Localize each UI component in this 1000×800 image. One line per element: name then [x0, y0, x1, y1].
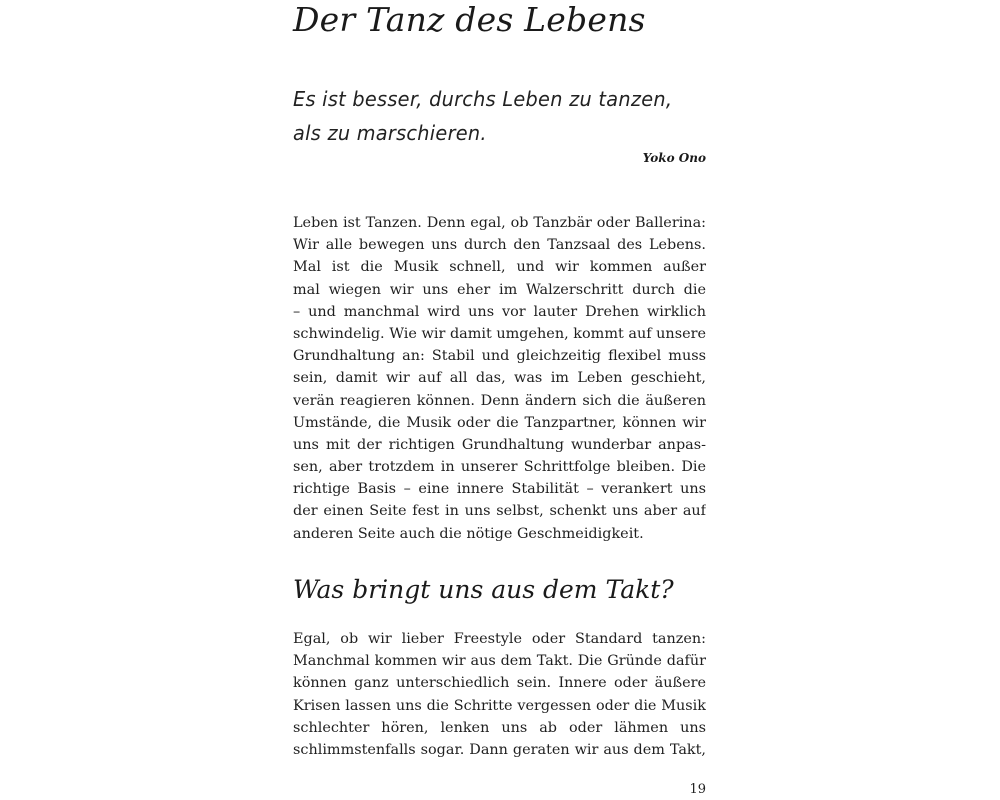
text-line: können ganz unterschiedlich sein. Innere oder äußere	[293, 675, 706, 692]
epigraph-author: Yoko Ono	[642, 151, 706, 165]
text-line: Umstände, die Musik oder die Tanzpartner, können wir	[293, 414, 706, 431]
book-page	[293, 0, 706, 800]
text-line: verän reagieren können. Denn ändern sich die äußeren	[293, 392, 706, 409]
text-line: uns mit der richtigen Grundhaltung wunderbar anpas-	[293, 436, 706, 453]
text-line: Grundhaltung an: Stabil und gleichzeitig flexibel muss	[293, 348, 706, 365]
body-paragraph	[293, 212, 706, 545]
text-line: Egal, ob wir lieber Freestyle oder Standard tanzen:	[293, 631, 706, 647]
text-line: richtige Basis – eine innere Stabilität – verankert uns	[293, 481, 706, 498]
chapter-title: Der Tanz des Lebens	[293, 0, 646, 39]
section-heading: Was bringt uns aus dem Takt?	[293, 575, 674, 604]
text-line: Krisen lassen uns die Schritte vergessen oder die Musik	[293, 697, 706, 714]
text-line: schwindelig. Wie wir damit umgehen, kommt auf unsere	[293, 325, 706, 342]
text-line: Wir alle bewegen uns durch den Tanzsaal des Lebens.	[293, 237, 706, 254]
text-line: Manchmal kommen wir aus dem Takt. Die Gründe dafür	[293, 653, 706, 670]
epigraph-quote	[293, 82, 707, 150]
text-line: schlechter hören, lenken uns ab oder lähmen uns	[293, 719, 706, 736]
text-line: anderen Seite auch die nötige Geschmeidigkeit.	[293, 525, 644, 542]
text-line: sein, damit wir auf all das, was im Leben geschieht,	[293, 370, 706, 387]
text-line: sen, aber trotzdem in unserer Schrittfolge bleiben. Die	[293, 459, 706, 476]
page-number: 19	[689, 782, 706, 797]
text-line: mal wiegen wir uns eher im Walzerschritt durch die	[293, 281, 706, 298]
epigraph-line: als zu marschieren.	[293, 121, 487, 145]
epigraph	[293, 82, 706, 165]
body-paragraph	[293, 628, 706, 761]
text-line: der einen Seite fest in uns selbst, schenkt uns aber auf	[293, 503, 706, 520]
text-line: schlimmstenfalls sogar. Dann geraten wir aus dem Takt,	[293, 741, 706, 758]
epigraph-line: Es ist besser, durchs Leben zu tanzen,	[293, 87, 673, 111]
text-line: Leben ist Tanzen. Denn egal, ob Tanzbär oder Ballerina:	[293, 215, 706, 231]
text-line: Mal ist die Musik schnell, und wir kommen außer	[293, 259, 706, 276]
text-line: – und manchmal wird uns vor lauter Drehen wirklich	[293, 303, 706, 320]
